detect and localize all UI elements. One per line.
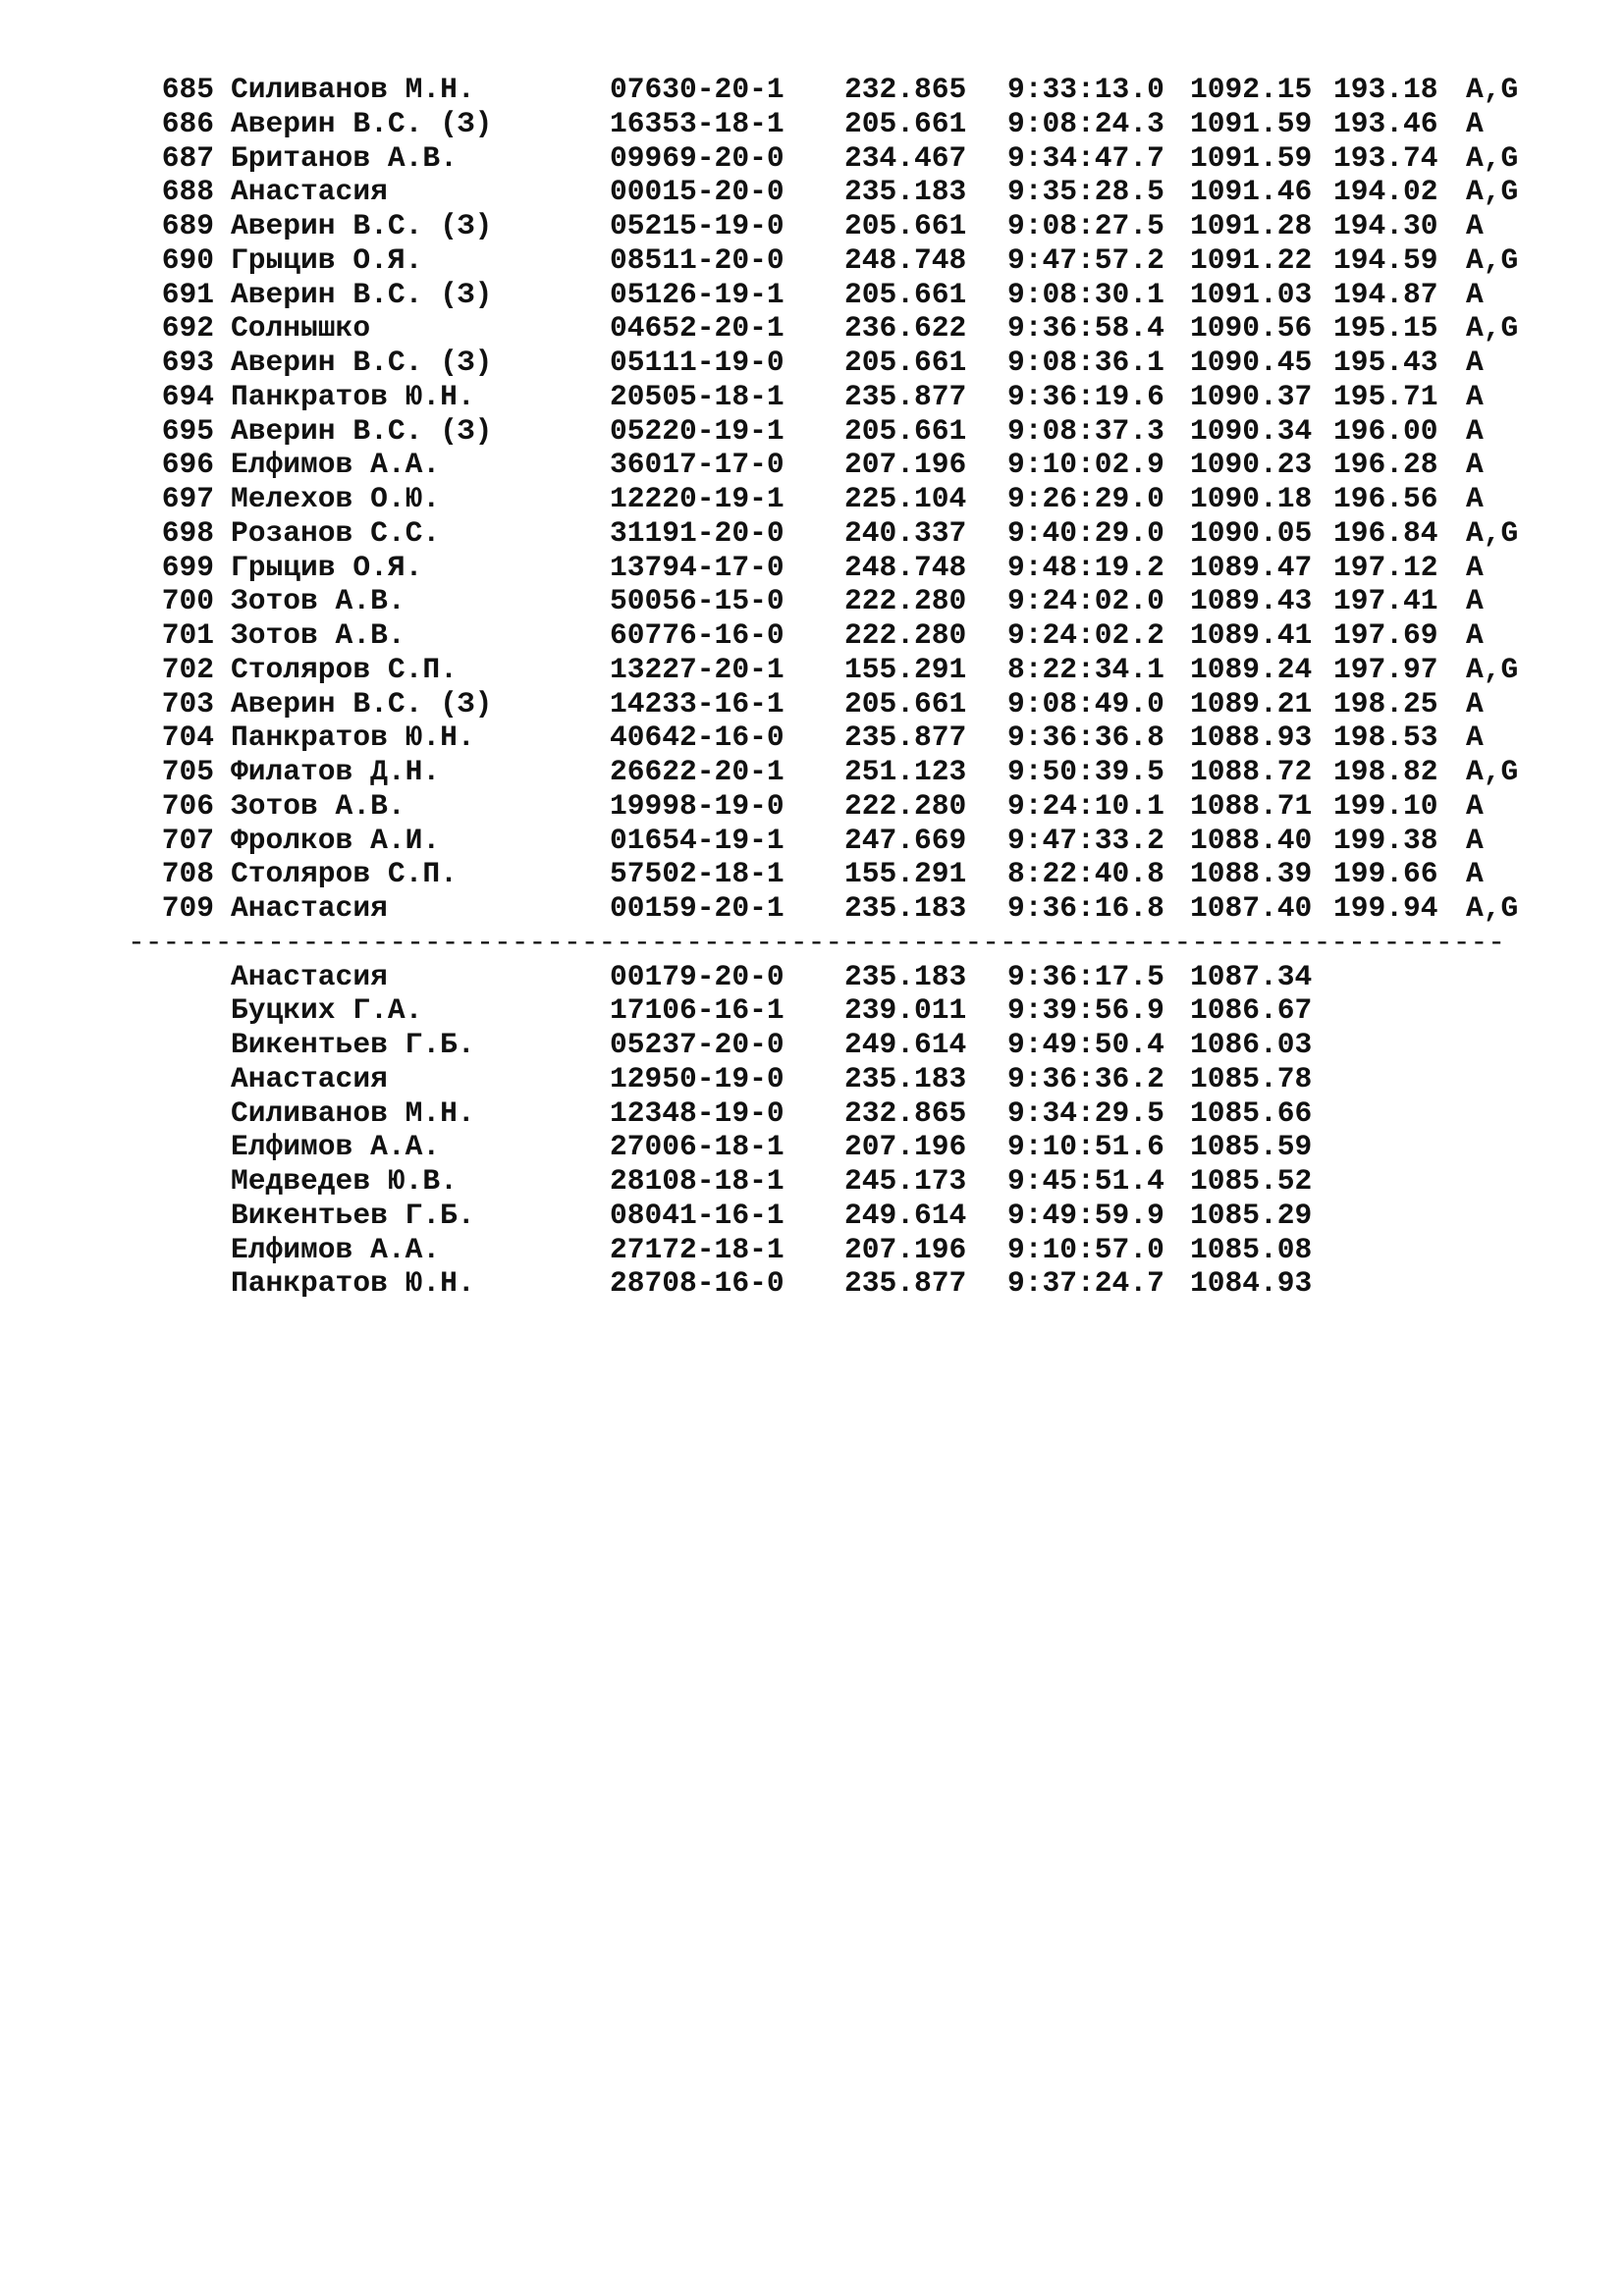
ring-number: 20505-18-1 — [610, 379, 785, 413]
owner-name: Аверин В.С. (З) — [231, 346, 493, 379]
place-number: 693 — [161, 346, 214, 379]
distance-value: 205.661 — [844, 346, 967, 379]
owner-name: Филатов Д.Н. — [231, 755, 441, 788]
arrival-time: 9:49:59.9 — [1007, 1198, 1164, 1232]
speed-value: 1085.78 — [1190, 1061, 1313, 1095]
place-number: 685 — [161, 73, 214, 106]
flags-value: A — [1466, 277, 1484, 311]
speed-value: 1090.56 — [1190, 311, 1313, 346]
place-number: 701 — [161, 618, 214, 652]
owner-name: Зотов А.В. — [231, 788, 406, 823]
points-value: 195.43 — [1333, 346, 1438, 379]
place-number: 706 — [161, 788, 214, 823]
distance-value: 155.291 — [844, 857, 967, 891]
ring-number: 12348-19-0 — [610, 1095, 785, 1130]
arrival-time: 9:08:36.1 — [1007, 346, 1164, 379]
ring-number: 50056-15-0 — [610, 584, 785, 618]
result-row — [144, 107, 1578, 141]
ring-number: 05237-20-0 — [610, 1028, 785, 1061]
arrival-time: 9:49:50.4 — [1007, 1028, 1164, 1061]
distance-value: 222.280 — [844, 618, 967, 652]
flags-value: A — [1466, 413, 1484, 448]
points-value: 196.84 — [1333, 515, 1438, 550]
place-number: 694 — [161, 379, 214, 413]
flags-value: A,G — [1466, 175, 1519, 209]
owner-name: Столяров С.П. — [231, 652, 458, 686]
flags-value: A — [1466, 379, 1484, 413]
owner-name: Силиванов М.Н. — [231, 1095, 475, 1130]
distance-value: 235.183 — [844, 1061, 967, 1095]
speed-value: 1089.41 — [1190, 618, 1313, 652]
speed-value: 1091.03 — [1190, 277, 1313, 311]
points-value: 194.59 — [1333, 242, 1438, 277]
unranked-row — [144, 1199, 1578, 1233]
distance-value: 207.196 — [844, 1232, 967, 1266]
place-number: 689 — [161, 209, 214, 242]
result-row — [144, 175, 1578, 209]
owner-name: Буцких Г.А. — [231, 993, 423, 1028]
owner-name: Анастасия — [231, 891, 388, 925]
result-row — [144, 789, 1578, 824]
arrival-time: 9:34:47.7 — [1007, 140, 1164, 175]
place-number: 697 — [161, 482, 214, 515]
owner-name: Елфимов А.А. — [231, 448, 441, 482]
unranked-row — [144, 1096, 1578, 1131]
flags-value: A — [1466, 618, 1484, 652]
result-row — [144, 824, 1578, 858]
distance-value: 235.183 — [844, 959, 967, 993]
result-row — [144, 551, 1578, 585]
distance-value: 247.669 — [844, 823, 967, 857]
speed-value: 1088.40 — [1190, 823, 1313, 857]
distance-value: 207.196 — [844, 448, 967, 482]
speed-value: 1085.52 — [1190, 1164, 1313, 1198]
flags-value: A,G — [1466, 311, 1519, 346]
flags-value: A — [1466, 823, 1484, 857]
place-number: 708 — [161, 857, 214, 891]
distance-value: 249.614 — [844, 1198, 967, 1232]
result-row — [144, 73, 1578, 107]
points-value: 196.56 — [1333, 482, 1438, 515]
result-row — [144, 346, 1578, 380]
arrival-time: 9:36:17.5 — [1007, 959, 1164, 993]
points-value: 198.25 — [1333, 686, 1438, 721]
unranked-row — [144, 1266, 1578, 1301]
arrival-time: 9:08:27.5 — [1007, 209, 1164, 242]
speed-value: 1085.59 — [1190, 1130, 1313, 1164]
owner-name: Зотов А.В. — [231, 618, 406, 652]
flags-value: A,G — [1466, 652, 1519, 686]
speed-value: 1085.08 — [1190, 1232, 1313, 1266]
result-row — [144, 618, 1578, 653]
speed-value: 1090.18 — [1190, 482, 1313, 515]
points-value: 195.71 — [1333, 379, 1438, 413]
unranked-row — [144, 1233, 1578, 1267]
speed-value: 1086.03 — [1190, 1028, 1313, 1061]
owner-name: Викентьев Г.Б. — [231, 1198, 475, 1232]
results-sheet — [128, 73, 1578, 1301]
ring-number: 13794-17-0 — [610, 550, 785, 584]
arrival-time: 9:10:57.0 — [1007, 1232, 1164, 1266]
speed-value: 1092.15 — [1190, 73, 1313, 106]
distance-value: 235.877 — [844, 379, 967, 413]
place-number: 698 — [161, 515, 214, 550]
owner-name: Панкратов Ю.Н. — [231, 721, 475, 755]
arrival-time: 9:36:36.8 — [1007, 721, 1164, 755]
owner-name: Елфимов А.А. — [231, 1232, 441, 1266]
speed-value: 1090.05 — [1190, 515, 1313, 550]
distance-value: 207.196 — [844, 1130, 967, 1164]
distance-value: 248.748 — [844, 550, 967, 584]
flags-value: A — [1466, 550, 1484, 584]
flags-value: A — [1466, 857, 1484, 891]
distance-value: 205.661 — [844, 209, 967, 242]
speed-value: 1091.22 — [1190, 242, 1313, 277]
distance-value: 205.661 — [844, 106, 967, 140]
owner-name: Силиванов М.Н. — [231, 73, 475, 106]
arrival-time: 9:08:49.0 — [1007, 686, 1164, 721]
speed-value: 1088.71 — [1190, 788, 1313, 823]
distance-value: 222.280 — [844, 584, 967, 618]
place-number: 702 — [161, 652, 214, 686]
ring-number: 09969-20-0 — [610, 140, 785, 175]
points-value: 199.38 — [1333, 823, 1438, 857]
place-number: 703 — [161, 686, 214, 721]
arrival-time: 9:35:28.5 — [1007, 175, 1164, 209]
distance-value: 248.748 — [844, 242, 967, 277]
distance-value: 235.183 — [844, 175, 967, 209]
flags-value: A,G — [1466, 242, 1519, 277]
points-value: 193.74 — [1333, 140, 1438, 175]
ring-number: 31191-20-0 — [610, 515, 785, 550]
ring-number: 08511-20-0 — [610, 242, 785, 277]
speed-value: 1087.34 — [1190, 959, 1313, 993]
flags-value: A,G — [1466, 73, 1519, 106]
flags-value: A,G — [1466, 515, 1519, 550]
unranked-row — [144, 993, 1578, 1028]
place-number: 686 — [161, 106, 214, 140]
points-value: 199.66 — [1333, 857, 1438, 891]
section-separator: ------------------------------------------------------------------------------- — [128, 925, 1505, 959]
flags-value: A,G — [1466, 140, 1519, 175]
arrival-time: 9:45:51.4 — [1007, 1164, 1164, 1198]
ring-number: 28708-16-0 — [610, 1266, 785, 1301]
flags-value: A — [1466, 482, 1484, 515]
owner-name: Панкратов Ю.Н. — [231, 379, 475, 413]
owner-name: Аверин В.С. (З) — [231, 106, 493, 140]
arrival-time: 9:40:29.0 — [1007, 515, 1164, 550]
distance-value: 205.661 — [844, 413, 967, 448]
result-row — [144, 584, 1578, 618]
owner-name: Мелехов О.Ю. — [231, 482, 441, 515]
ring-number: 05220-19-1 — [610, 413, 785, 448]
distance-value: 249.614 — [844, 1028, 967, 1061]
points-value: 194.02 — [1333, 175, 1438, 209]
result-row — [144, 141, 1578, 176]
ring-number: 04652-20-1 — [610, 311, 785, 346]
ring-number: 05215-19-0 — [610, 209, 785, 242]
arrival-time: 9:48:19.2 — [1007, 550, 1164, 584]
arrival-time: 8:22:34.1 — [1007, 652, 1164, 686]
arrival-time: 9:08:37.3 — [1007, 413, 1164, 448]
owner-name: Аверин В.С. (З) — [231, 413, 493, 448]
speed-value: 1091.46 — [1190, 175, 1313, 209]
unranked-row — [144, 1130, 1578, 1164]
ring-number: 05126-19-1 — [610, 277, 785, 311]
owner-name: Аверин В.С. (З) — [231, 277, 493, 311]
ring-number: 17106-16-1 — [610, 993, 785, 1028]
owner-name: Медведев Ю.В. — [231, 1164, 458, 1198]
distance-value: 205.661 — [844, 686, 967, 721]
distance-value: 251.123 — [844, 755, 967, 788]
owner-name: Грыцив О.Я. — [231, 550, 423, 584]
owner-name: Розанов С.С. — [231, 515, 441, 550]
distance-value: 235.183 — [844, 891, 967, 925]
result-row — [144, 687, 1578, 721]
owner-name: Британов А.В. — [231, 140, 458, 175]
flags-value: A — [1466, 448, 1484, 482]
flags-value: A,G — [1466, 891, 1519, 925]
owner-name: Анастасия — [231, 959, 388, 993]
ring-number: 12950-19-0 — [610, 1061, 785, 1095]
ring-number: 12220-19-1 — [610, 482, 785, 515]
owner-name: Фролков А.И. — [231, 823, 441, 857]
distance-value: 225.104 — [844, 482, 967, 515]
points-value: 199.94 — [1333, 891, 1438, 925]
ring-number: 01654-19-1 — [610, 823, 785, 857]
speed-value: 1091.28 — [1190, 209, 1313, 242]
points-value: 198.82 — [1333, 755, 1438, 788]
arrival-time: 9:39:56.9 — [1007, 993, 1164, 1028]
place-number: 696 — [161, 448, 214, 482]
ring-number: 00159-20-1 — [610, 891, 785, 925]
speed-value: 1090.23 — [1190, 448, 1313, 482]
speed-value: 1090.45 — [1190, 346, 1313, 379]
place-number: 692 — [161, 311, 214, 346]
ring-number: 14233-16-1 — [610, 686, 785, 721]
distance-value: 236.622 — [844, 311, 967, 346]
points-value: 197.41 — [1333, 584, 1438, 618]
distance-value: 245.173 — [844, 1164, 967, 1198]
unranked-results-list — [144, 960, 1578, 1302]
owner-name: Елфимов А.А. — [231, 1130, 441, 1164]
flags-value: A — [1466, 346, 1484, 379]
owner-name: Столяров С.П. — [231, 857, 458, 891]
place-number: 709 — [161, 891, 214, 925]
points-value: 197.97 — [1333, 652, 1438, 686]
distance-value: 235.877 — [844, 1266, 967, 1301]
speed-value: 1084.93 — [1190, 1266, 1313, 1301]
points-value: 198.53 — [1333, 721, 1438, 755]
arrival-time: 9:36:58.4 — [1007, 311, 1164, 346]
place-number: 707 — [161, 823, 214, 857]
arrival-time: 9:34:29.5 — [1007, 1095, 1164, 1130]
arrival-time: 9:10:02.9 — [1007, 448, 1164, 482]
speed-value: 1090.34 — [1190, 413, 1313, 448]
arrival-time: 9:36:16.8 — [1007, 891, 1164, 925]
distance-value: 232.865 — [844, 73, 967, 106]
flags-value: A — [1466, 686, 1484, 721]
place-number: 687 — [161, 140, 214, 175]
result-row — [144, 482, 1578, 516]
owner-name: Грыцив О.Я. — [231, 242, 423, 277]
ring-number: 28108-18-1 — [610, 1164, 785, 1198]
arrival-time: 8:22:40.8 — [1007, 857, 1164, 891]
owner-name: Анастасия — [231, 1061, 388, 1095]
ring-number: 36017-17-0 — [610, 448, 785, 482]
ring-number: 26622-20-1 — [610, 755, 785, 788]
ring-number: 60776-16-0 — [610, 618, 785, 652]
ring-number: 27172-18-1 — [610, 1232, 785, 1266]
place-number: 699 — [161, 550, 214, 584]
unranked-row — [144, 1028, 1578, 1062]
place-number: 690 — [161, 242, 214, 277]
ring-number: 19998-19-0 — [610, 788, 785, 823]
speed-value: 1085.29 — [1190, 1198, 1313, 1232]
ring-number: 00015-20-0 — [610, 175, 785, 209]
points-value: 196.28 — [1333, 448, 1438, 482]
result-row — [144, 209, 1578, 243]
place-number: 704 — [161, 721, 214, 755]
points-value: 197.69 — [1333, 618, 1438, 652]
speed-value: 1091.59 — [1190, 140, 1313, 175]
result-row — [144, 278, 1578, 312]
unranked-row — [144, 960, 1578, 994]
unranked-row — [144, 1164, 1578, 1199]
ring-number: 16353-18-1 — [610, 106, 785, 140]
arrival-time: 9:33:13.0 — [1007, 73, 1164, 106]
unranked-row — [144, 1062, 1578, 1096]
speed-value: 1089.24 — [1190, 652, 1313, 686]
ring-number: 40642-16-0 — [610, 721, 785, 755]
arrival-time: 9:24:02.0 — [1007, 584, 1164, 618]
flags-value: A — [1466, 584, 1484, 618]
points-value: 195.15 — [1333, 311, 1438, 346]
result-row — [144, 891, 1578, 926]
arrival-time: 9:50:39.5 — [1007, 755, 1164, 788]
owner-name: Зотов А.В. — [231, 584, 406, 618]
flags-value: A — [1466, 788, 1484, 823]
points-value: 199.10 — [1333, 788, 1438, 823]
place-number: 688 — [161, 175, 214, 209]
distance-value: 222.280 — [844, 788, 967, 823]
distance-value: 234.467 — [844, 140, 967, 175]
owner-name: Аверин В.С. (З) — [231, 209, 493, 242]
distance-value: 240.337 — [844, 515, 967, 550]
place-number: 705 — [161, 755, 214, 788]
owner-name: Викентьев Г.Б. — [231, 1028, 475, 1061]
speed-value: 1089.47 — [1190, 550, 1313, 584]
ring-number: 07630-20-1 — [610, 73, 785, 106]
arrival-time: 9:24:10.1 — [1007, 788, 1164, 823]
flags-value: A — [1466, 106, 1484, 140]
points-value: 194.87 — [1333, 277, 1438, 311]
points-value: 194.30 — [1333, 209, 1438, 242]
result-row — [144, 755, 1578, 789]
owner-name: Анастасия — [231, 175, 388, 209]
speed-value: 1088.72 — [1190, 755, 1313, 788]
place-number: 695 — [161, 413, 214, 448]
speed-value: 1090.37 — [1190, 379, 1313, 413]
result-row — [144, 857, 1578, 891]
ring-number: 08041-16-1 — [610, 1198, 785, 1232]
distance-value: 155.291 — [844, 652, 967, 686]
distance-value: 205.661 — [844, 277, 967, 311]
arrival-time: 9:36:19.6 — [1007, 379, 1164, 413]
points-value: 193.46 — [1333, 106, 1438, 140]
arrival-time: 9:47:57.2 — [1007, 242, 1164, 277]
result-row — [144, 311, 1578, 346]
distance-value: 232.865 — [844, 1095, 967, 1130]
speed-value: 1087.40 — [1190, 891, 1313, 925]
ring-number: 27006-18-1 — [610, 1130, 785, 1164]
result-row — [144, 448, 1578, 482]
owner-name: Солнышко — [231, 311, 371, 346]
flags-value: A — [1466, 209, 1484, 242]
arrival-time: 9:10:51.6 — [1007, 1130, 1164, 1164]
ring-number: 00179-20-0 — [610, 959, 785, 993]
arrival-time: 9:24:02.2 — [1007, 618, 1164, 652]
speed-value: 1091.59 — [1190, 106, 1313, 140]
result-row — [144, 414, 1578, 449]
owner-name: Аверин В.С. (З) — [231, 686, 493, 721]
speed-value: 1085.66 — [1190, 1095, 1313, 1130]
speed-value: 1089.21 — [1190, 686, 1313, 721]
result-row — [144, 653, 1578, 687]
speed-value: 1086.67 — [1190, 993, 1313, 1028]
result-row — [144, 243, 1578, 278]
result-row — [144, 380, 1578, 414]
arrival-time: 9:47:33.2 — [1007, 823, 1164, 857]
ranked-results-list — [144, 73, 1578, 926]
points-value: 196.00 — [1333, 413, 1438, 448]
distance-value: 235.877 — [844, 721, 967, 755]
ring-number: 13227-20-1 — [610, 652, 785, 686]
speed-value: 1088.93 — [1190, 721, 1313, 755]
arrival-time: 9:37:24.7 — [1007, 1266, 1164, 1301]
speed-value: 1088.39 — [1190, 857, 1313, 891]
points-value: 197.12 — [1333, 550, 1438, 584]
distance-value: 239.011 — [844, 993, 967, 1028]
ring-number: 05111-19-0 — [610, 346, 785, 379]
flags-value: A,G — [1466, 755, 1519, 788]
arrival-time: 9:26:29.0 — [1007, 482, 1164, 515]
arrival-time: 9:08:24.3 — [1007, 106, 1164, 140]
arrival-time: 9:08:30.1 — [1007, 277, 1164, 311]
place-number: 691 — [161, 277, 214, 311]
arrival-time: 9:36:36.2 — [1007, 1061, 1164, 1095]
result-row — [144, 516, 1578, 551]
place-number: 700 — [161, 584, 214, 618]
result-row — [144, 721, 1578, 755]
ring-number: 57502-18-1 — [610, 857, 785, 891]
flags-value: A — [1466, 721, 1484, 755]
owner-name: Панкратов Ю.Н. — [231, 1266, 475, 1301]
speed-value: 1089.43 — [1190, 584, 1313, 618]
points-value: 193.18 — [1333, 73, 1438, 106]
